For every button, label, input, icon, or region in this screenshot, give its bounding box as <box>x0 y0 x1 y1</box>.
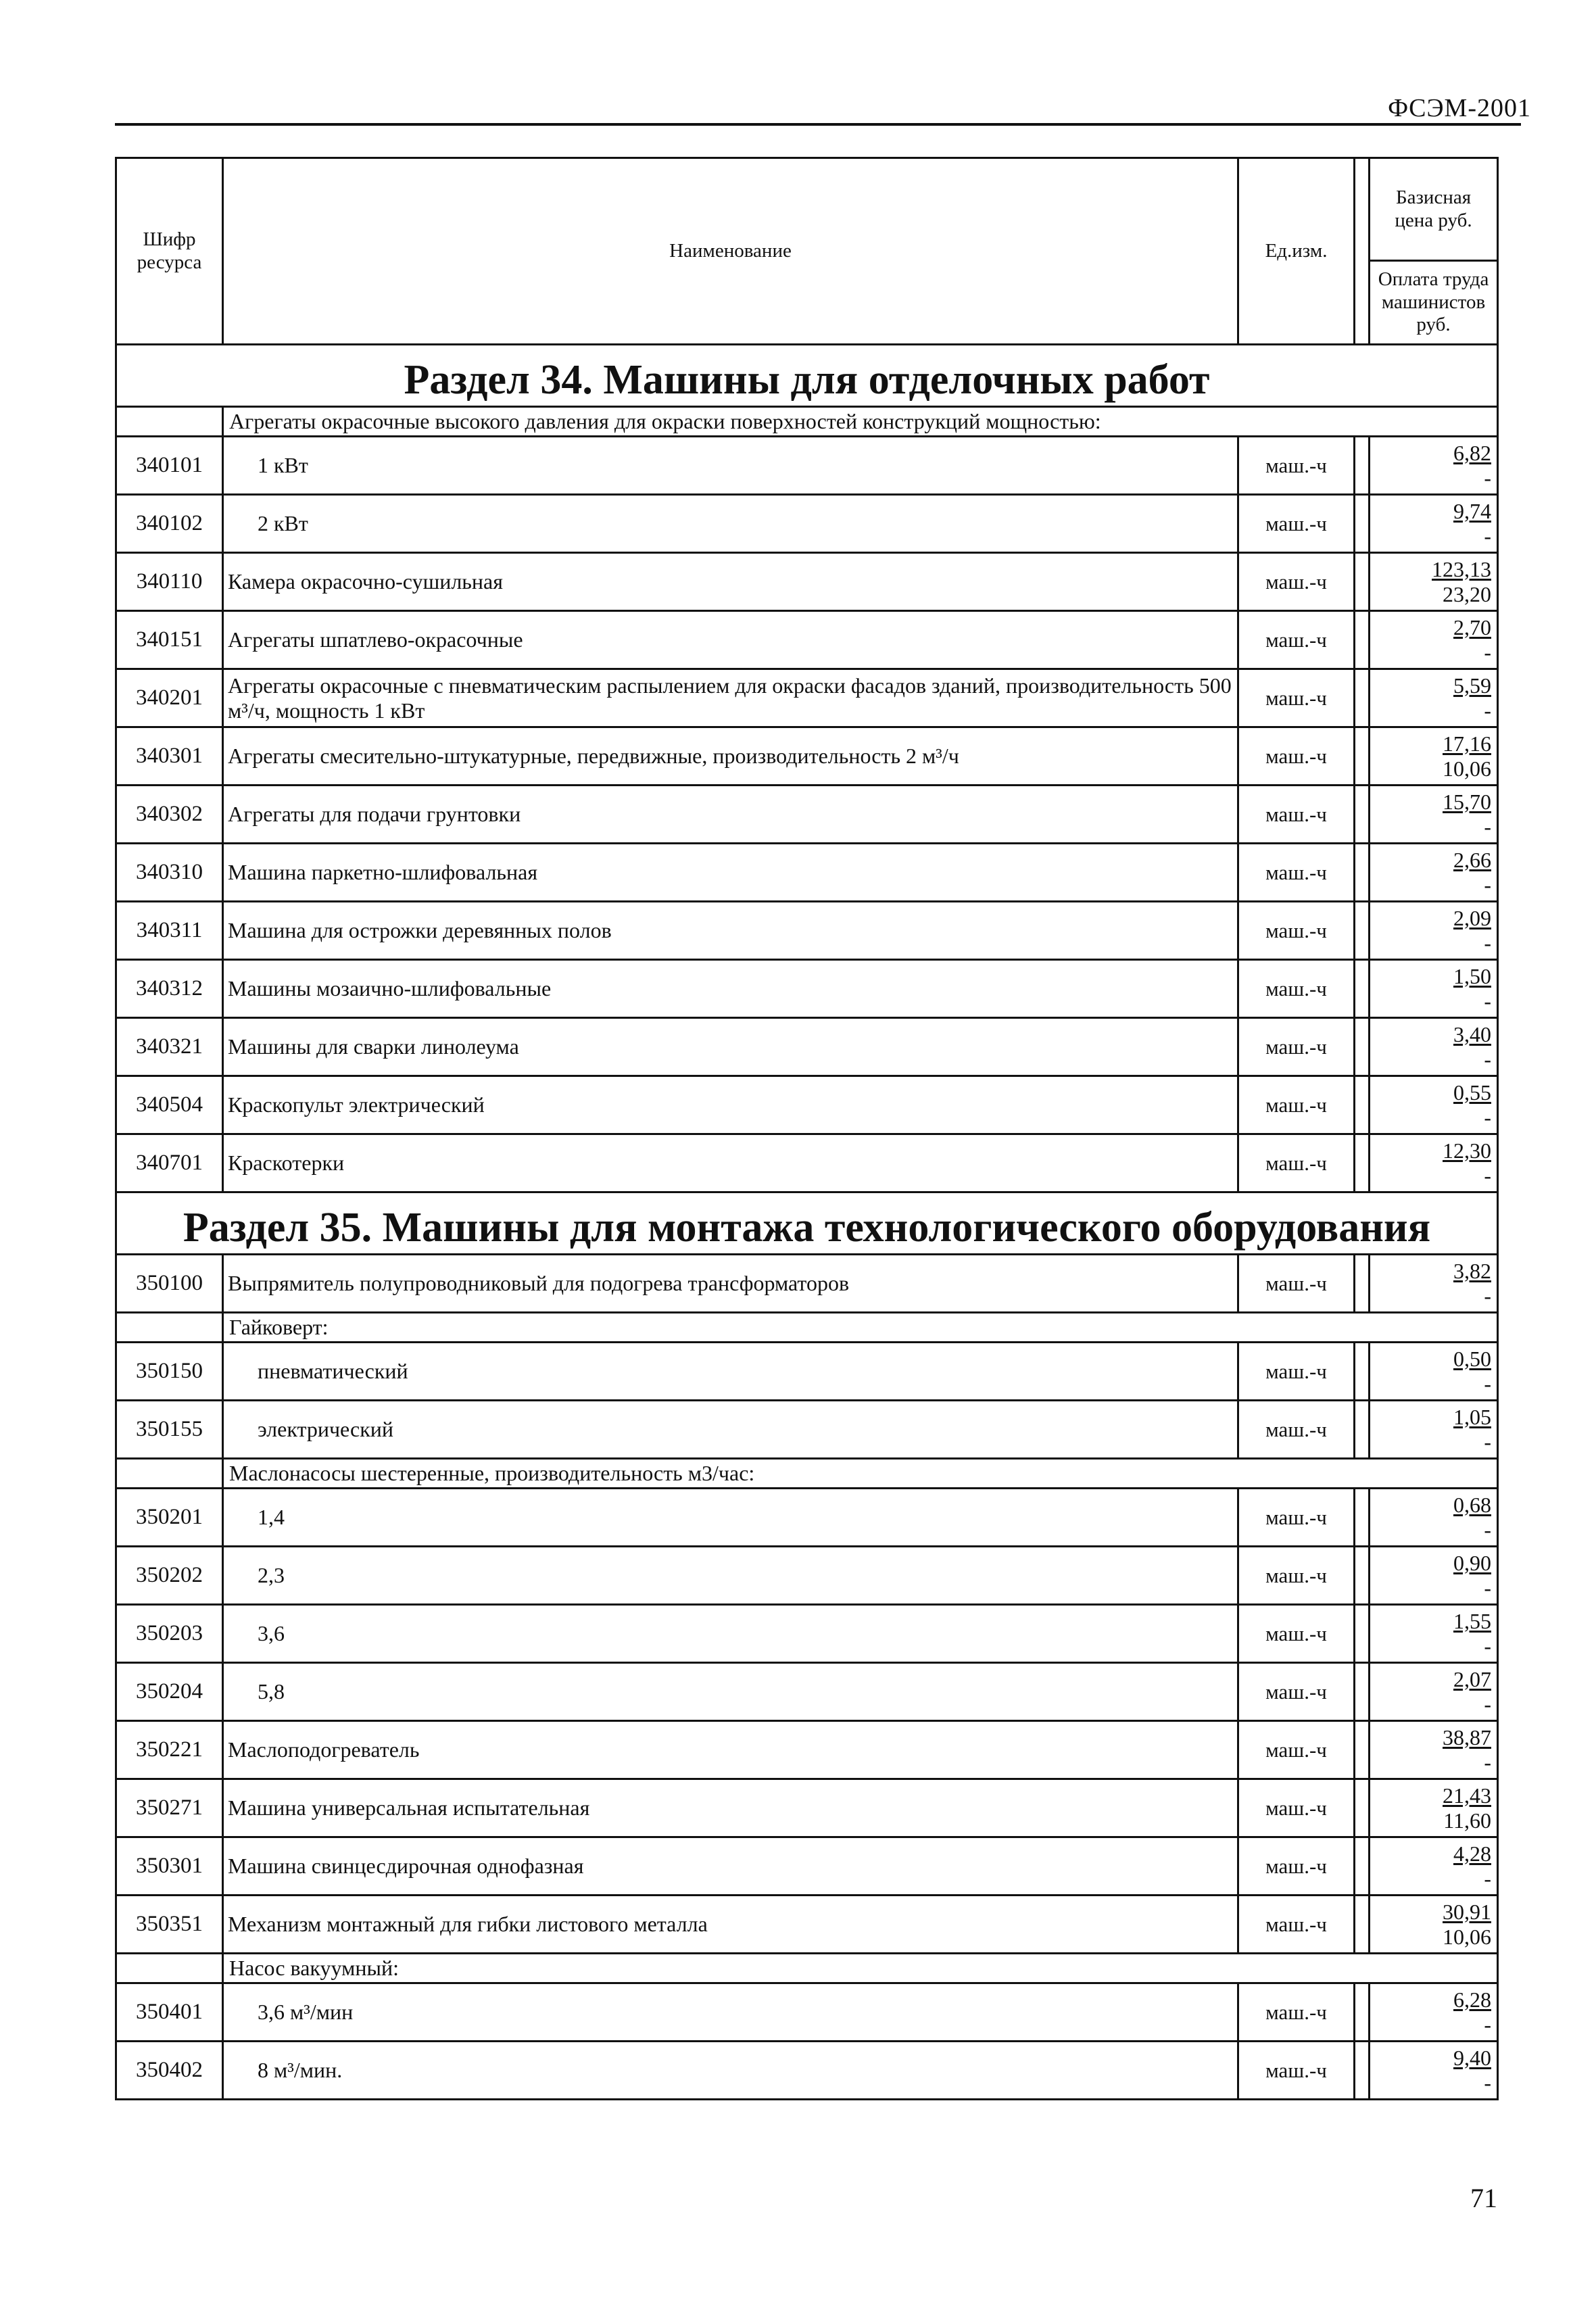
resource-name-cell <box>223 727 1238 786</box>
table-row <box>116 786 1498 844</box>
gap-cell <box>1355 437 1370 495</box>
table-row <box>116 902 1498 960</box>
resource-code: 340321 <box>116 1018 223 1076</box>
base-price: 30,91 <box>1443 1899 1492 1924</box>
resource-code: 350301 <box>116 1837 223 1896</box>
table-row <box>116 1255 1498 1313</box>
price-cell <box>1370 1547 1498 1605</box>
labor-cost: 11,60 <box>1443 1808 1492 1833</box>
unit: маш.-ч <box>1238 1779 1355 1837</box>
base-price: 2,09 <box>1453 905 1492 930</box>
price-cell <box>1370 669 1498 727</box>
price-cell <box>1370 1779 1498 1837</box>
unit: маш.-ч <box>1238 1983 1355 2042</box>
group-row <box>116 1313 1498 1343</box>
resource-name: Машины для сварки линолеума <box>228 1034 519 1059</box>
resource-code: 340201 <box>116 669 223 727</box>
page-number: 71 <box>1470 2183 1497 2213</box>
resource-code: 350271 <box>116 1779 223 1837</box>
labor-cost: - <box>1484 1283 1492 1308</box>
table-row <box>116 1343 1498 1401</box>
unit: маш.-ч <box>1238 727 1355 786</box>
base-price: 3,40 <box>1453 1021 1492 1046</box>
resource-name-cell <box>223 902 1238 960</box>
resource-name: 1 кВт <box>258 453 308 478</box>
unit: маш.-ч <box>1238 1401 1355 1459</box>
resource-name-cell <box>223 1255 1238 1313</box>
labor-cost: - <box>1484 1866 1492 1891</box>
resource-name: Агрегаты смесительно-штукатурные, передвижные, производительность 2 м³/ч <box>228 744 959 769</box>
base-price: 0,90 <box>1453 1550 1492 1575</box>
labor-cost: - <box>1484 930 1492 955</box>
group-name: Агрегаты окрасочные высокого давления для окраски поверхностей конструкций мощностью: <box>223 407 1498 437</box>
table-row <box>116 1779 1498 1837</box>
resource-code: 350204 <box>116 1663 223 1721</box>
unit: маш.-ч <box>1238 1255 1355 1313</box>
price-cell <box>1370 437 1498 495</box>
resource-code: 340302 <box>116 786 223 844</box>
resource-name: электрический <box>258 1417 394 1442</box>
gap-cell <box>1355 1663 1370 1721</box>
table-row <box>116 495 1498 553</box>
resource-name-cell <box>223 553 1238 611</box>
price-cell <box>1370 1837 1498 1896</box>
gap-cell <box>1355 553 1370 611</box>
group-code-cell <box>116 1313 223 1343</box>
unit: маш.-ч <box>1238 1343 1355 1401</box>
price-cell <box>1370 495 1498 553</box>
base-price: 15,70 <box>1443 789 1492 814</box>
base-price: 17,16 <box>1443 731 1492 756</box>
labor-cost: - <box>1484 872 1492 897</box>
group-row <box>116 1954 1498 1983</box>
base-price: 4,28 <box>1453 1841 1492 1866</box>
resource-name-cell <box>223 1547 1238 1605</box>
labor-cost: - <box>1484 523 1492 548</box>
price-cell <box>1370 611 1498 669</box>
labor-cost: - <box>1484 2070 1492 2095</box>
section-row <box>116 345 1498 407</box>
unit: маш.-ч <box>1238 844 1355 902</box>
price-cell <box>1370 1605 1498 1663</box>
resource-code: 340310 <box>116 844 223 902</box>
resource-name: Машины мозаично-шлифовальные <box>228 976 552 1001</box>
table-row <box>116 844 1498 902</box>
price-cell <box>1370 727 1498 786</box>
labor-cost: - <box>1484 1046 1492 1071</box>
document-code: ФСЭМ-2001 <box>1388 94 1531 122</box>
base-price: 1,05 <box>1453 1404 1492 1429</box>
resource-name-cell <box>223 1343 1238 1401</box>
resource-name: Краскопульт электрический <box>228 1092 485 1117</box>
table-row <box>116 1605 1498 1663</box>
unit: маш.-ч <box>1238 902 1355 960</box>
table-row <box>116 1401 1498 1459</box>
table-row <box>116 1837 1498 1896</box>
unit: маш.-ч <box>1238 437 1355 495</box>
resource-name: 5,8 <box>258 1679 285 1704</box>
unit: маш.-ч <box>1238 1489 1355 1547</box>
table-row <box>116 1134 1498 1192</box>
labor-cost: 23,20 <box>1443 581 1492 606</box>
group-code-cell <box>116 407 223 437</box>
header-gap <box>1355 158 1370 345</box>
gap-cell <box>1355 1605 1370 1663</box>
resource-name: Машина паркетно-шлифовальная <box>228 860 538 885</box>
group-name: Маслонасосы шестеренные, производительность м3/час: <box>223 1459 1498 1489</box>
table-row <box>116 1076 1498 1134</box>
resource-name-cell <box>223 1779 1238 1837</box>
gap-cell <box>1355 1489 1370 1547</box>
resource-name-cell <box>223 1896 1238 1954</box>
unit: маш.-ч <box>1238 960 1355 1018</box>
gap-cell <box>1355 2042 1370 2100</box>
table-row <box>116 1983 1498 2042</box>
price-cell <box>1370 1489 1498 1547</box>
base-price: 2,66 <box>1453 847 1492 872</box>
price-cell <box>1370 2042 1498 2100</box>
resource-name: Агрегаты шпатлево-окрасочные <box>228 627 523 652</box>
resource-name: 2,3 <box>258 1563 285 1588</box>
unit: маш.-ч <box>1238 495 1355 553</box>
labor-cost: 10,06 <box>1443 756 1492 781</box>
base-price: 1,55 <box>1453 1608 1492 1633</box>
table-row <box>116 611 1498 669</box>
resource-name-cell <box>223 1489 1238 1547</box>
gap-cell <box>1355 495 1370 553</box>
unit: маш.-ч <box>1238 1076 1355 1134</box>
resource-name-cell <box>223 1018 1238 1076</box>
labor-cost: - <box>1484 465 1492 490</box>
unit: маш.-ч <box>1238 1605 1355 1663</box>
table-row <box>116 727 1498 786</box>
resource-name-cell <box>223 1401 1238 1459</box>
group-row <box>116 1459 1498 1489</box>
unit: маш.-ч <box>1238 1134 1355 1192</box>
resource-name: 3,6 м³/мин <box>258 2000 354 2025</box>
resource-name-cell <box>223 1983 1238 2042</box>
gap-cell <box>1355 1401 1370 1459</box>
table-row <box>116 1547 1498 1605</box>
labor-cost: 10,06 <box>1443 1924 1492 1949</box>
resource-name: Машина свинцесдирочная однофазная <box>228 1854 584 1879</box>
price-cell <box>1370 844 1498 902</box>
unit: маш.-ч <box>1238 1896 1355 1954</box>
resource-code: 340151 <box>116 611 223 669</box>
table-row <box>116 669 1498 727</box>
base-price: 2,70 <box>1453 614 1492 640</box>
section-title: Раздел 35. Машины для монтажа технологического оборудования <box>116 1192 1498 1255</box>
header-labor: Оплата труда машинистов руб. <box>1370 261 1498 345</box>
table-row <box>116 2042 1498 2100</box>
resource-code: 350202 <box>116 1547 223 1605</box>
resource-code: 340504 <box>116 1076 223 1134</box>
resource-name: Машина для острожки деревянных полов <box>228 918 612 943</box>
section-title: Раздел 34. Машины для отделочных работ <box>116 345 1498 407</box>
price-table <box>115 157 1497 2100</box>
resource-name: 8 м³/мин. <box>258 2058 343 2083</box>
resource-code: 340312 <box>116 960 223 1018</box>
resource-code: 350401 <box>116 1983 223 2042</box>
gap-cell <box>1355 1076 1370 1134</box>
labor-cost: - <box>1484 1163 1492 1188</box>
unit: маш.-ч <box>1238 1837 1355 1896</box>
base-price: 3,82 <box>1453 1258 1492 1283</box>
resource-name: пневматический <box>258 1359 408 1384</box>
resource-code: 340301 <box>116 727 223 786</box>
resource-code: 340110 <box>116 553 223 611</box>
resource-name-cell <box>223 844 1238 902</box>
resource-name-cell <box>223 2042 1238 2100</box>
gap-cell <box>1355 1343 1370 1401</box>
unit: маш.-ч <box>1238 786 1355 844</box>
table-row <box>116 960 1498 1018</box>
unit: маш.-ч <box>1238 669 1355 727</box>
price-cell <box>1370 1018 1498 1076</box>
table-row <box>116 437 1498 495</box>
header-code: Шифр ресурса <box>116 158 223 345</box>
base-price: 6,82 <box>1453 440 1492 465</box>
header-name: Наименование <box>223 158 1238 345</box>
gap-cell <box>1355 1779 1370 1837</box>
resource-name-cell <box>223 1605 1238 1663</box>
price-cell <box>1370 1721 1498 1779</box>
base-price: 9,74 <box>1453 498 1492 523</box>
header-price: Базисная цена руб. <box>1370 158 1498 261</box>
resource-name-cell <box>223 611 1238 669</box>
base-price: 12,30 <box>1443 1138 1492 1163</box>
resource-name-cell <box>223 1721 1238 1779</box>
table-row <box>116 1896 1498 1954</box>
section-row <box>116 1192 1498 1255</box>
table-row <box>116 1018 1498 1076</box>
resource-name: Краскотерки <box>228 1151 345 1176</box>
price-cell <box>1370 1255 1498 1313</box>
labor-cost: - <box>1484 1633 1492 1658</box>
group-row <box>116 407 1498 437</box>
labor-cost: - <box>1484 1371 1492 1396</box>
gap-cell <box>1355 727 1370 786</box>
labor-cost: - <box>1484 988 1492 1013</box>
resource-name: Маслоподогреватель <box>228 1737 420 1762</box>
resource-name: Машина универсальная испытательная <box>228 1795 590 1820</box>
price-cell <box>1370 902 1498 960</box>
labor-cost: - <box>1484 814 1492 839</box>
base-price: 2,07 <box>1453 1666 1492 1691</box>
labor-cost: - <box>1484 698 1492 723</box>
price-cell <box>1370 1076 1498 1134</box>
gap-cell <box>1355 902 1370 960</box>
resource-code: 340311 <box>116 902 223 960</box>
gap-cell <box>1355 1983 1370 2042</box>
gap-cell <box>1355 786 1370 844</box>
unit: маш.-ч <box>1238 611 1355 669</box>
labor-cost: - <box>1484 2012 1492 2037</box>
resource-name-cell <box>223 960 1238 1018</box>
group-name: Гайковерт: <box>223 1313 1498 1343</box>
unit: маш.-ч <box>1238 1547 1355 1605</box>
table-row <box>116 1489 1498 1547</box>
labor-cost: - <box>1484 1575 1492 1600</box>
resource-code: 340101 <box>116 437 223 495</box>
resource-name: 3,6 <box>258 1621 285 1646</box>
labor-cost: - <box>1484 1750 1492 1775</box>
base-price: 0,68 <box>1453 1492 1492 1517</box>
resource-name: Выпрямитель полупроводниковый для подогрева трансформаторов <box>228 1271 850 1296</box>
base-price: 5,59 <box>1453 673 1492 698</box>
group-code-cell <box>116 1954 223 1983</box>
resource-name: Механизм монтажный для гибки листового металла <box>228 1912 708 1937</box>
resource-code: 350100 <box>116 1255 223 1313</box>
resource-code: 350155 <box>116 1401 223 1459</box>
resource-code: 350221 <box>116 1721 223 1779</box>
table-body <box>116 345 1498 2100</box>
gap-cell <box>1355 1837 1370 1896</box>
resource-code: 340102 <box>116 495 223 553</box>
unit: маш.-ч <box>1238 1663 1355 1721</box>
unit: маш.-ч <box>1238 2042 1355 2100</box>
gap-cell <box>1355 669 1370 727</box>
header-rule <box>115 123 1521 126</box>
labor-cost: - <box>1484 1105 1492 1130</box>
resource-code: 340701 <box>116 1134 223 1192</box>
price-cell <box>1370 1343 1498 1401</box>
base-price: 9,40 <box>1453 2045 1492 2070</box>
price-cell <box>1370 1983 1498 2042</box>
base-price: 0,50 <box>1453 1346 1492 1371</box>
resource-code: 350203 <box>116 1605 223 1663</box>
labor-cost: - <box>1484 1691 1492 1716</box>
base-price: 38,87 <box>1443 1724 1492 1750</box>
resource-code: 350201 <box>116 1489 223 1547</box>
table-row <box>116 1721 1498 1779</box>
price-cell <box>1370 1401 1498 1459</box>
resource-name: Агрегаты окрасочные с пневматическим распылением для окраски фасадов зданий, производительность 500 м³/ч, мощность 1 кВт <box>228 673 1232 723</box>
gap-cell <box>1355 1896 1370 1954</box>
group-code-cell <box>116 1459 223 1489</box>
unit: маш.-ч <box>1238 1018 1355 1076</box>
resource-name-cell <box>223 1837 1238 1896</box>
resource-name-cell <box>223 1663 1238 1721</box>
price-cell <box>1370 553 1498 611</box>
price-cell <box>1370 1663 1498 1721</box>
labor-cost: - <box>1484 1429 1492 1454</box>
resource-name-cell <box>223 495 1238 553</box>
price-cell <box>1370 786 1498 844</box>
resource-name-cell <box>223 1076 1238 1134</box>
base-price: 21,43 <box>1443 1783 1492 1808</box>
gap-cell <box>1355 960 1370 1018</box>
gap-cell <box>1355 611 1370 669</box>
group-name: Насос вакуумный: <box>223 1954 1498 1983</box>
resource-code: 350351 <box>116 1896 223 1954</box>
resource-name: 2 кВт <box>258 511 308 536</box>
unit: маш.-ч <box>1238 553 1355 611</box>
resource-name: Камера окрасочно-сушильная <box>228 569 503 594</box>
header-unit: Ед.изм. <box>1238 158 1355 345</box>
resource-code: 350402 <box>116 2042 223 2100</box>
table-row <box>116 1663 1498 1721</box>
labor-cost: - <box>1484 1517 1492 1542</box>
base-price: 123,13 <box>1432 556 1492 581</box>
price-cell <box>1370 960 1498 1018</box>
resource-name-cell <box>223 669 1238 727</box>
labor-cost: - <box>1484 640 1492 665</box>
gap-cell <box>1355 1255 1370 1313</box>
price-cell <box>1370 1134 1498 1192</box>
gap-cell <box>1355 844 1370 902</box>
base-price: 6,28 <box>1453 1987 1492 2012</box>
resource-name-cell <box>223 1134 1238 1192</box>
resource-name: 1,4 <box>258 1505 285 1530</box>
gap-cell <box>1355 1547 1370 1605</box>
base-price: 0,55 <box>1453 1080 1492 1105</box>
gap-cell <box>1355 1721 1370 1779</box>
base-price: 1,50 <box>1453 963 1492 988</box>
gap-cell <box>1355 1134 1370 1192</box>
gap-cell <box>1355 1018 1370 1076</box>
resource-name-cell <box>223 437 1238 495</box>
resource-name-cell <box>223 786 1238 844</box>
unit: маш.-ч <box>1238 1721 1355 1779</box>
price-cell <box>1370 1896 1498 1954</box>
resource-code: 350150 <box>116 1343 223 1401</box>
resource-name: Агрегаты для подачи грунтовки <box>228 802 521 827</box>
table-row <box>116 553 1498 611</box>
